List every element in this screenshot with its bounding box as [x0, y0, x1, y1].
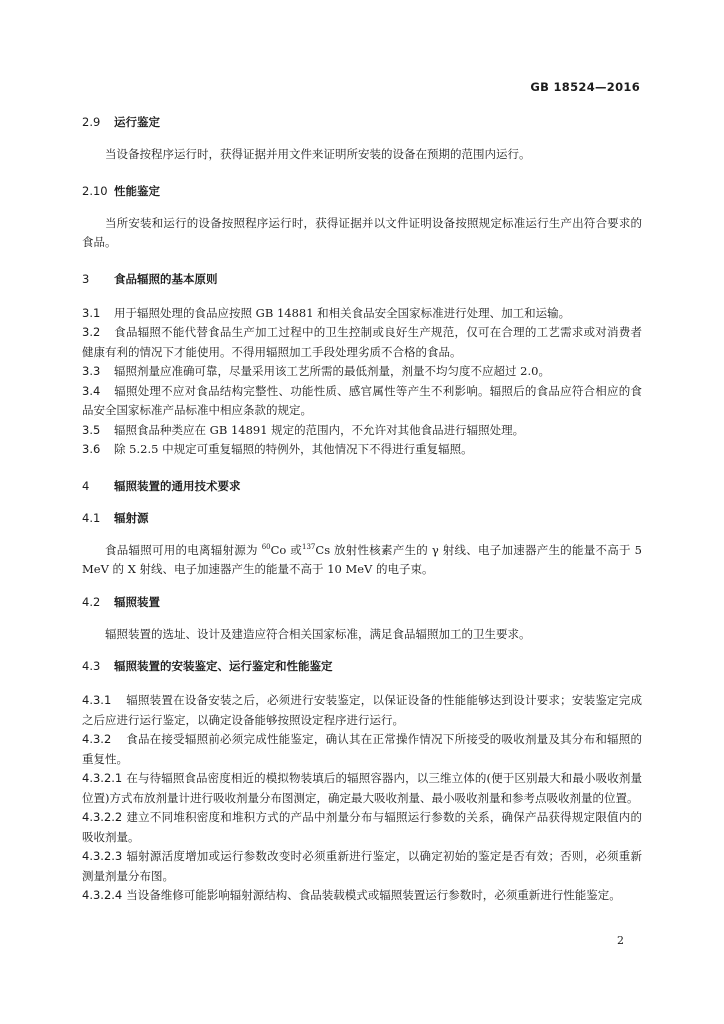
- section-title: 性能鉴定: [114, 183, 160, 198]
- clause-text: 辐照剂量应准确可靠，尽量采用该工艺所需的最低剂量，剂量不均匀度不应超过 2.0。: [114, 364, 550, 378]
- section-number: 2.10: [82, 183, 108, 198]
- clause-list-4-3: [82, 691, 642, 906]
- section-paragraph-2-10: 当所安装和运行的设备按照程序运行时，获得证据并以文件证明设备按照规定标准运行生产出符合要求的食品。: [82, 215, 642, 249]
- clause-item: [82, 440, 642, 460]
- section-title: 辐照装置的安装鉴定、运行鉴定和性能鉴定: [114, 659, 333, 673]
- section-title: 辐射源: [114, 510, 149, 525]
- section-heading-4-1: [82, 509, 642, 528]
- clause-item: [82, 323, 642, 362]
- section-number: 4.2: [82, 594, 101, 609]
- clause-item: [82, 362, 642, 382]
- clause-item: [82, 304, 642, 324]
- clause-item: [82, 769, 642, 808]
- section-number: 4.1: [82, 510, 101, 525]
- clause-text: 用于辐照处理的食品应按照 GB 14881 和相关食品安全国家标准进行处理、加工和运输。: [114, 305, 571, 320]
- clause-number: 3.3: [82, 364, 101, 378]
- clause-text: 食品辐照不能代替食品生产加工过程中的卫生控制或良好生产规范，仅可在合理的工艺需求或对消费者健康有利的情况下才能使用。不得用辐照加工手段处理劣质不合格的食品。: [82, 325, 642, 359]
- section-heading-2-10: [82, 182, 642, 201]
- clause-number: 4.3.2.2: [82, 810, 123, 824]
- section-paragraph-4-2: 辐照装置的选址、设计及建造应符合相关国家标准，满足食品辐照加工的卫生要求。: [105, 626, 531, 641]
- clause-text: 辐照食品种类应在 GB 14891 规定的范围内，不允许对其他食品进行辐照处理。: [114, 422, 525, 437]
- clause-number: 3.5: [82, 422, 101, 437]
- clause-text: 在与待辐照食品密度相近的模拟物装填后的辐照容器内，以三维立体的(便于区别最大和最小吸收剂量位置)方式布放剂量计进行吸收剂量分布图测定，确定最大吸收剂量、最小吸收剂量和参考点吸收剂量的位置。: [82, 771, 642, 805]
- clause-text: 除 5.2.5 中规定可重复辐照的特例外，其他情况下不得进行重复辐照。: [114, 442, 473, 456]
- section-number: 2.9: [82, 115, 101, 129]
- clause-number: 3.4: [82, 383, 101, 398]
- clause-item: [82, 808, 642, 847]
- clause-text: 当设备维修可能影响辐射源结构、食品装载模式或辐照装置运行参数时，必须重新进行性能鉴定。: [126, 888, 621, 902]
- paragraph-text: Cs 放射性核素产生的 γ 射线、电子加速器产生的能量不高于 5 MeV 的 X 射线、电子加速器产生的能量不高于 10 MeV 的电子束。: [82, 542, 642, 576]
- section-number: 4: [82, 478, 90, 493]
- document-body: [82, 113, 642, 906]
- clause-number: 4.3.2: [82, 732, 112, 746]
- section-title: 食品辐照的基本原则: [114, 271, 218, 286]
- clause-text: 食品在接受辐照前必须完成性能鉴定，确认其在正常操作情况下所接受的吸收剂量及其分布和辐照的重复性。: [82, 732, 642, 766]
- section-heading-4: [82, 477, 642, 496]
- clause-number: 4.3.2.1: [82, 771, 123, 785]
- paragraph-text: Co 或: [270, 542, 303, 557]
- clause-number: 4.3.1: [82, 693, 112, 707]
- section-heading-3: [82, 270, 642, 289]
- clause-text: 辐照处理不应对食品结构完整性、功能性质、感官属性等产生不利影响。辐照后的食品应符合相应的食品安全国家标准产品标准中相应条款的规定。: [82, 383, 642, 417]
- section-heading-4-3: [82, 657, 642, 676]
- isotope-mass-number: 60: [261, 542, 271, 551]
- clause-number: 3.6: [82, 442, 101, 456]
- section-heading-2-9: [82, 113, 642, 132]
- clause-text: 辐射源活度增加或运行参数改变时必须重新进行鉴定，以确定初始的鉴定是否有效；否则，必须重新测量剂量分布图。: [82, 849, 642, 883]
- clause-number: 3.1: [82, 305, 101, 320]
- clause-item: [82, 730, 642, 769]
- section-title: 辐照装置: [114, 594, 160, 609]
- clause-item: [82, 847, 642, 886]
- clause-item: [82, 691, 642, 730]
- standard-code-header: GB 18524—2016: [530, 80, 640, 94]
- section-paragraph-2-9: 当设备按程序运行时，获得证据并用文件来证明所安装的设备在预期的范围内运行。: [105, 147, 531, 161]
- clause-item: [82, 382, 642, 421]
- paragraph-text: 食品辐照可用的电离辐射源为: [105, 542, 262, 557]
- section-title: 辐照装置的通用技术要求: [114, 478, 241, 493]
- clause-number: 3.2: [82, 325, 101, 339]
- clause-item: [82, 886, 642, 906]
- clause-list-3: [82, 304, 642, 460]
- page-number: 2: [617, 934, 624, 947]
- clause-text: 辐照装置在设备安装之后，必须进行安装鉴定，以保证设备的性能能够达到设计要求；安装鉴定完成之后应进行运行鉴定，以确定设备能够按照设定程序进行运行。: [82, 693, 642, 727]
- section-number: 4.3: [82, 659, 101, 673]
- clause-text: 建立不同堆积密度和堆积方式的产品中剂量分布与辐照运行参数的关系，确保产品获得规定限值内的吸收剂量。: [82, 810, 642, 844]
- clause-number: 4.3.2.4: [82, 888, 123, 902]
- isotope-mass-number: 137: [302, 542, 316, 551]
- clause-number: 4.3.2.3: [82, 849, 123, 863]
- section-number: 3: [82, 271, 90, 286]
- section-title: 运行鉴定: [114, 115, 160, 129]
- clause-item: [82, 421, 642, 441]
- section-heading-4-2: [82, 593, 642, 612]
- section-paragraph-4-1: [82, 541, 642, 580]
